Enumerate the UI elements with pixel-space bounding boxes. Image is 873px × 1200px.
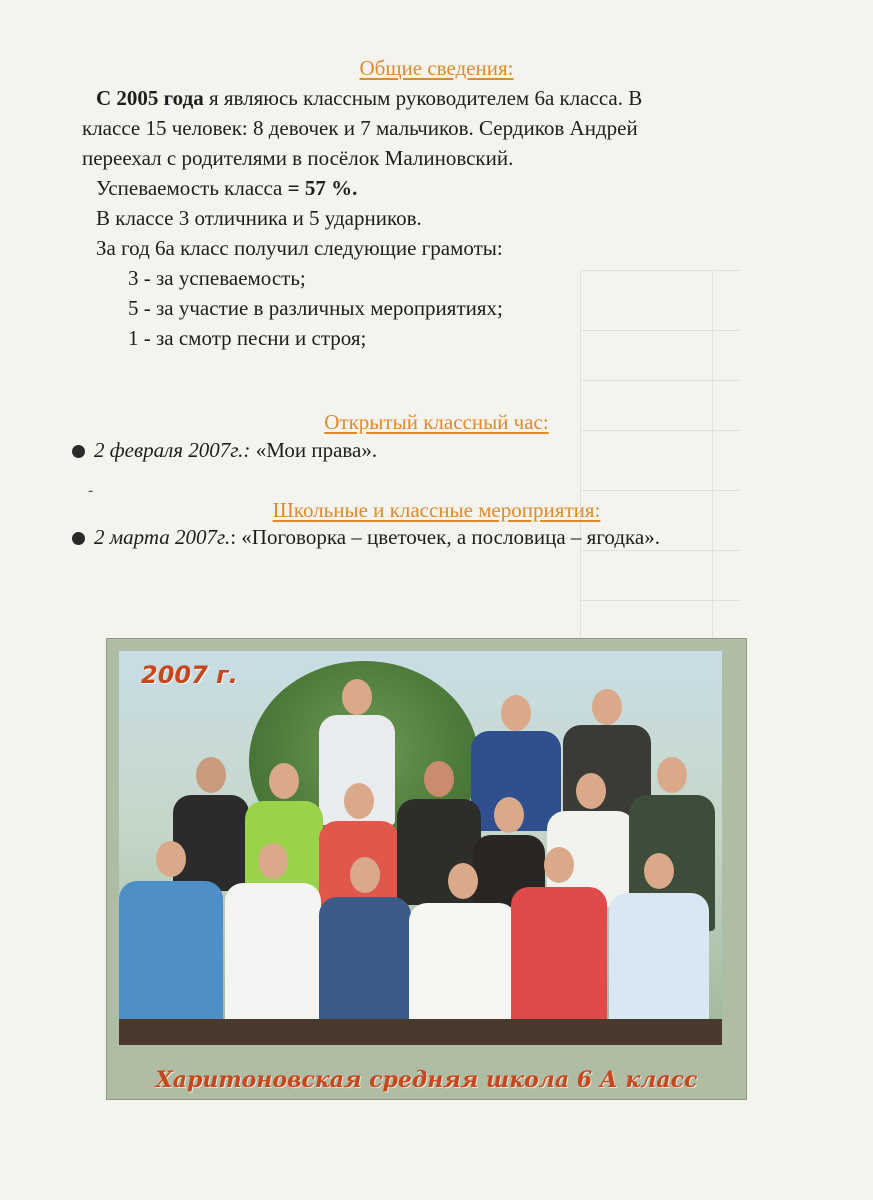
performance-value: = 57 %. [287, 176, 358, 200]
general-line-1-rest: я являюсь классным руководителем 6а класса. В [203, 86, 643, 110]
open-lesson-heading: Открытый классный час: [324, 410, 549, 434]
general-line-3: переехал с родителями в посёлок Малиновский. [82, 146, 514, 170]
student-figure [119, 835, 223, 1045]
general-line-1 [96, 86, 642, 111]
bench [119, 1019, 722, 1045]
open-lesson-title: «Мои права». [250, 438, 378, 462]
performance-label: Успеваемость класса [96, 176, 288, 200]
award-item: 3 - за успеваемость; [128, 266, 306, 290]
since-year-text: С 2005 года [96, 86, 204, 110]
performance-line [96, 176, 357, 201]
open-lesson-item [94, 438, 377, 463]
photo-scene [119, 651, 722, 1045]
events-heading: Школьные и классные мероприятия: [272, 498, 601, 522]
student-figure [319, 851, 411, 1045]
photo-year-label: 2007 г. [141, 661, 238, 689]
honor-students-line: В классе 3 отличника и 5 ударников. [96, 206, 422, 230]
stray-dash: - [88, 482, 94, 499]
bullet-icon [72, 532, 85, 545]
student-figure [409, 857, 517, 1045]
general-line-2: классе 15 человек: 8 девочек и 7 мальчиков. Сердиков Андрей [82, 116, 638, 140]
photo-caption: Харитоновская средняя школа 6 А класс [155, 1067, 698, 1093]
event-title: : «Поговорка – цветочек, а пословица – ягодка». [230, 525, 660, 549]
general-info-heading: Общие сведения: [359, 56, 514, 80]
open-lesson-date: 2 февраля 2007г.: [94, 438, 251, 462]
event-date: 2 марта 2007г. [94, 525, 231, 549]
event-item [94, 525, 660, 550]
student-figure [225, 837, 321, 1045]
class-photo [106, 638, 747, 1100]
bullet-icon [72, 445, 85, 458]
student-figure [609, 847, 709, 1045]
award-item: 5 - за участие в различных мероприятиях; [128, 296, 503, 320]
awards-intro-line: За год 6а класс получил следующие грамоты: [96, 236, 503, 260]
student-figure [511, 841, 607, 1045]
award-item: 1 - за смотр песни и строя; [128, 326, 367, 350]
